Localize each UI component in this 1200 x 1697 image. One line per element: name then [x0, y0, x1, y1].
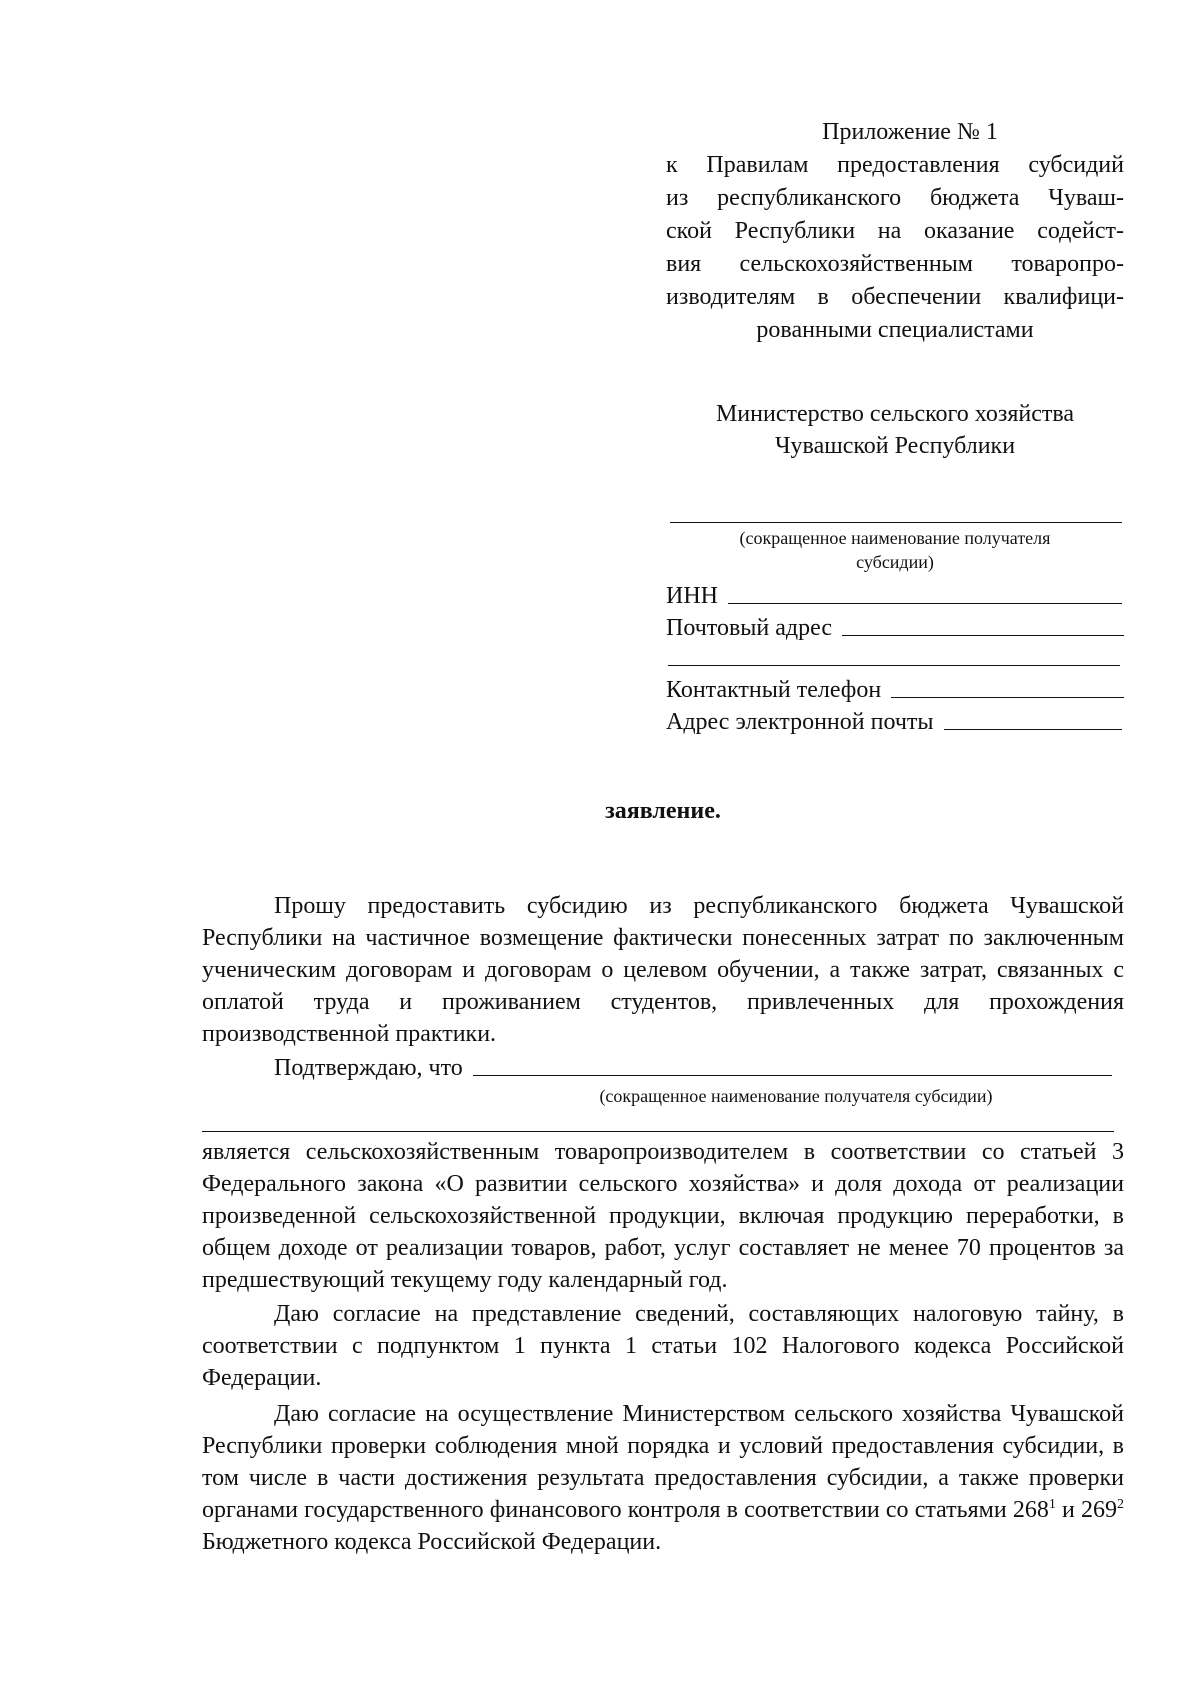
- confirm-text: является сельскохозяйственным товаропроизводителем в соответствии со статьей 3 Федерального закона «О развитии сельского хозяйства» и доля дохода от реализации произведенной сельскохозяйственной продукции, включая продукцию переработки, в общем доходе от реализации товаров, работ, услуг составляет не менее 70 процентов за предшествующий текущему году календарный год.: [202, 1139, 1124, 1293]
- appendix-line: изводителям в обеспечении квалифици-: [666, 284, 1124, 310]
- email-input-line[interactable]: [944, 728, 1122, 730]
- appendix-line: вия сельскохозяйственным товаропро-: [666, 251, 1124, 277]
- request-paragraph: [202, 890, 1124, 1050]
- appendix-line: ской Республики на оказание содейст-: [666, 218, 1124, 244]
- postal-address-input-line[interactable]: [842, 634, 1124, 636]
- confirm-label: Подтверждаю, что: [274, 1055, 463, 1081]
- confirm-second-line[interactable]: [202, 1131, 1114, 1132]
- confirm-input-line[interactable]: [473, 1074, 1112, 1076]
- consent-check-paragraph: [202, 1398, 1124, 1558]
- phone-field: [666, 672, 1124, 704]
- article-sup-2: 2: [1117, 1497, 1124, 1512]
- inn-label: ИНН: [666, 583, 718, 609]
- postal-address-second-line[interactable]: [668, 665, 1120, 666]
- addressee-line-1: Министерство сельского хозяйства: [715, 401, 1075, 427]
- confirm-field: [274, 1050, 1112, 1082]
- appendix-line: рованными специалистами: [756, 317, 1034, 343]
- and-word: и: [1062, 1497, 1075, 1523]
- caption-line-2: субсидии): [856, 552, 934, 572]
- consent-tax-text: Даю согласие на представление сведений, составляющих налоговую тайну, в соответствии с подпунктом 1 пункта 1 статьи 102 Налогового кодекса Российской Федерации.: [202, 1301, 1124, 1391]
- inn-field: [666, 578, 1122, 610]
- email-field: [666, 704, 1122, 736]
- appendix-line: из республиканского бюджета Чуваш-: [666, 185, 1124, 211]
- article-number-1: 268: [1012, 1497, 1049, 1523]
- addressee-line-2: Чувашской Республики: [774, 433, 1016, 459]
- postal-address-field: [666, 610, 1124, 642]
- inn-input-line[interactable]: [728, 602, 1122, 604]
- request-text: Прошу предоставить субсидию из республиканского бюджета Чувашской Республики на частичное возмещение фактически понесенных затрат по заключенным ученическим договорам и договорам о целевом обучении, а также затрат, связанных с оплатой труда и проживанием студентов, привлеченных для прохождения производственной практики.: [202, 893, 1124, 1047]
- article-sup-1: 1: [1048, 1497, 1056, 1512]
- applicant-name-line[interactable]: [670, 522, 1122, 523]
- caption-line-1: (сокращенное наименование получателя: [739, 528, 1051, 548]
- article-number-2: 269: [1081, 1497, 1117, 1523]
- document-title: заявление.: [605, 798, 721, 824]
- phone-input-line[interactable]: [891, 696, 1124, 698]
- appendix-line: к Правилам предоставления субсидий: [666, 152, 1124, 178]
- applicant-name-caption: [666, 526, 1124, 574]
- appendix-number: Приложение № 1: [822, 119, 998, 145]
- addressee: [666, 398, 1124, 462]
- phone-label: Контактный телефон: [666, 677, 882, 703]
- consent-check-tail: Бюджетного кодекса Российской Федерации.: [202, 1529, 662, 1555]
- email-label: Адрес электронной почты: [666, 709, 934, 735]
- appendix-description: [666, 149, 1124, 347]
- consent-check-text: Даю согласие на осуществление Министерством сельского хозяйства Чувашской Республики проверки соблюдения мной порядка и условий предоставления субсидии, в том числе в части достижения результата предоставления субсидии, а также проверки органами государственного финансового контроля в соответствии со статьями: [202, 1401, 1124, 1523]
- confirm-caption: (сокращенное наименование получателя субсидии): [599, 1086, 993, 1106]
- postal-address-label: Почтовый адрес: [666, 615, 833, 641]
- main-body: [202, 1136, 1124, 1558]
